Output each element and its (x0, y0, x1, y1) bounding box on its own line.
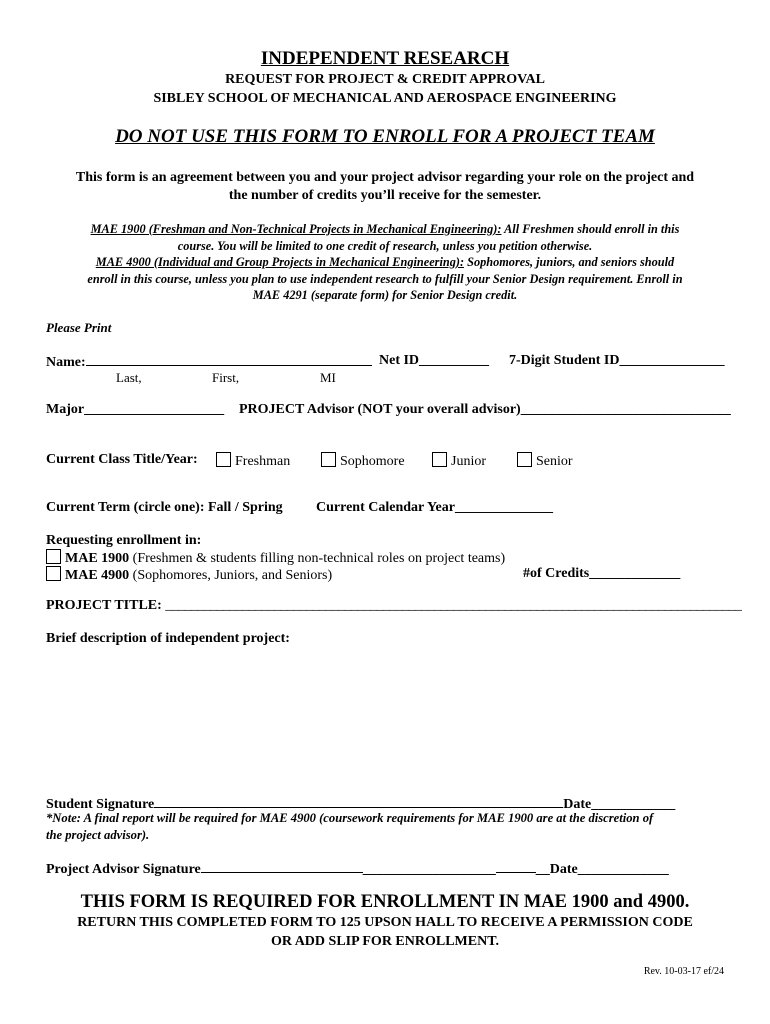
major-row (46, 402, 224, 418)
current-term-label[interactable]: Current Term (circle one): Fall / Spring (46, 500, 283, 515)
project-title-row (46, 598, 741, 614)
credits-label: #of Credits (523, 566, 590, 581)
name-hint-last: Last, (116, 370, 142, 385)
checkbox-icon[interactable] (46, 566, 61, 581)
revision-note: Rev. 10-03-17 ef/24 (643, 966, 724, 977)
advisor-signature-blank[interactable]: ___________________ (362, 862, 496, 877)
class-option-label: Senior (536, 454, 573, 469)
advisor-signature-blank-tail[interactable]: __ (535, 862, 550, 877)
student-signature-field[interactable] (154, 795, 563, 808)
mae1900-title: MAE 1900 (Freshman and Non-Technical Projects in Mechanical Engineering): (90, 222, 502, 236)
advisor-signature-field-end[interactable] (496, 860, 536, 873)
enroll-option-desc: (Freshmen & students filling non-technical roles on project teams) (129, 551, 506, 566)
checkbox-icon[interactable] (321, 452, 336, 467)
class-option-freshman[interactable] (216, 452, 290, 470)
note-line-1: *Note: A final report will be required for MAE 4900 (coursework requirements for MAE 1900 are at the discretion of (46, 811, 654, 825)
please-print-note: Please Print (46, 320, 112, 335)
class-option-senior[interactable] (517, 452, 573, 470)
class-year-label: Current Class Title/Year: (46, 452, 198, 467)
advisor-signature-row (46, 860, 669, 878)
enroll-option-mae1900[interactable] (46, 549, 505, 567)
student-id-field[interactable]: _______________ (619, 353, 725, 368)
enroll-option-desc: (Sophomores, Juniors, and Seniors) (129, 568, 333, 583)
class-option-sophomore[interactable] (321, 452, 405, 470)
subtitle-approval: REQUEST FOR PROJECT & CREDIT APPROVAL (225, 72, 545, 87)
name-hint-first: First, (212, 370, 240, 385)
mae4900-description-line-3: MAE 4291 (separate form) for Senior Design credit. (252, 288, 518, 302)
enroll-option-code: MAE 1900 (65, 551, 130, 566)
mae1900-description-line-1 (0, 222, 770, 237)
student-id-row (509, 353, 724, 369)
page-title: INDEPENDENT RESEARCH (260, 48, 510, 69)
mae4900-title: MAE 4900 (Individual and Group Projects in Mechanical Engineering): (95, 255, 465, 269)
calendar-year-row (316, 500, 553, 516)
mae4900-description-line-2: enroll in this course, unless you plan to use independent research to fulfill your Senior Design requirement. Enroll in (87, 272, 683, 286)
mae4900-text-a: Sophomores, juniors, and seniors should (464, 255, 675, 269)
date-label: Date (563, 797, 592, 812)
checkbox-icon[interactable] (517, 452, 532, 467)
project-advisor-field[interactable]: ______________________________ (520, 402, 731, 417)
checkbox-icon[interactable] (46, 549, 61, 564)
advisor-row (239, 402, 731, 418)
name-row (46, 353, 372, 371)
warning-heading: DO NOT USE THIS FORM TO ENROLL FOR A PROJECT TEAM (115, 126, 655, 147)
return-instructions-line-1: RETURN THIS COMPLETED FORM TO 125 UPSON HALL TO RECEIVE A PERMISSION CODE (77, 915, 693, 930)
class-option-label: Freshman (235, 454, 291, 469)
student-date-field[interactable]: ____________ (591, 797, 676, 812)
name-field[interactable] (86, 353, 372, 366)
required-notice: THIS FORM IS REQUIRED FOR ENROLLMENT IN MAE 1900 and 4900. (80, 892, 690, 912)
project-advisor-label: PROJECT Advisor (NOT your overall advisor) (239, 402, 521, 417)
student-signature-label: Student Signature (46, 797, 155, 812)
class-option-label: Sophomore (340, 454, 405, 469)
subtitle-school: SIBLEY SCHOOL OF MECHANICAL AND AEROSPACE ENGINEERING (153, 91, 617, 106)
advisor-date-label: Date (549, 862, 578, 877)
name-label: Name: (46, 355, 86, 370)
credits-field[interactable]: _____________ (589, 566, 681, 581)
mae1900-text-a: All Freshmen should enroll in this (501, 222, 680, 236)
advisor-signature-field[interactable] (201, 860, 363, 873)
description-label: Brief description of independent project: (46, 631, 290, 646)
enroll-option-mae4900[interactable] (46, 566, 332, 584)
enroll-option-code: MAE 4900 (65, 568, 130, 583)
major-field[interactable]: ____________________ (84, 402, 225, 417)
return-instructions-line-2: OR ADD SLIP FOR ENROLLMENT. (270, 934, 500, 949)
net-id-label: Net ID (379, 353, 420, 368)
net-id-row (379, 353, 489, 369)
requesting-enrollment-label: Requesting enrollment in: (46, 533, 202, 548)
intro-line-1: This form is an agreement between you and your project advisor regarding your role on the project and (75, 170, 695, 185)
credits-row (523, 566, 680, 582)
class-option-label: Junior (451, 454, 486, 469)
intro-line-2: the number of credits you’ll receive for the semester. (228, 188, 542, 203)
student-id-label: 7-Digit Student ID (509, 353, 620, 368)
mae1900-description-line-2: course. You will be limited to one credit of research, unless you petition otherwise. (177, 239, 593, 253)
mae4900-description-line-1 (0, 255, 770, 270)
name-hint-mi: MI (320, 370, 336, 385)
calendar-year-label: Current Calendar Year (316, 500, 455, 515)
calendar-year-field[interactable]: ______________ (454, 500, 553, 515)
advisor-date-field[interactable]: _____________ (577, 862, 669, 877)
advisor-signature-label: Project Advisor Signature (46, 862, 201, 877)
project-title-field[interactable]: __________________________________________________________________________________________ (165, 598, 742, 613)
note-line-2: the project advisor). (46, 828, 150, 842)
description-area[interactable] (46, 652, 726, 790)
major-label: Major (46, 402, 85, 417)
class-option-junior[interactable] (432, 452, 486, 470)
checkbox-icon[interactable] (216, 452, 231, 467)
project-title-label: PROJECT TITLE: (46, 598, 162, 613)
checkbox-icon[interactable] (432, 452, 447, 467)
net-id-field[interactable]: __________ (419, 353, 490, 368)
